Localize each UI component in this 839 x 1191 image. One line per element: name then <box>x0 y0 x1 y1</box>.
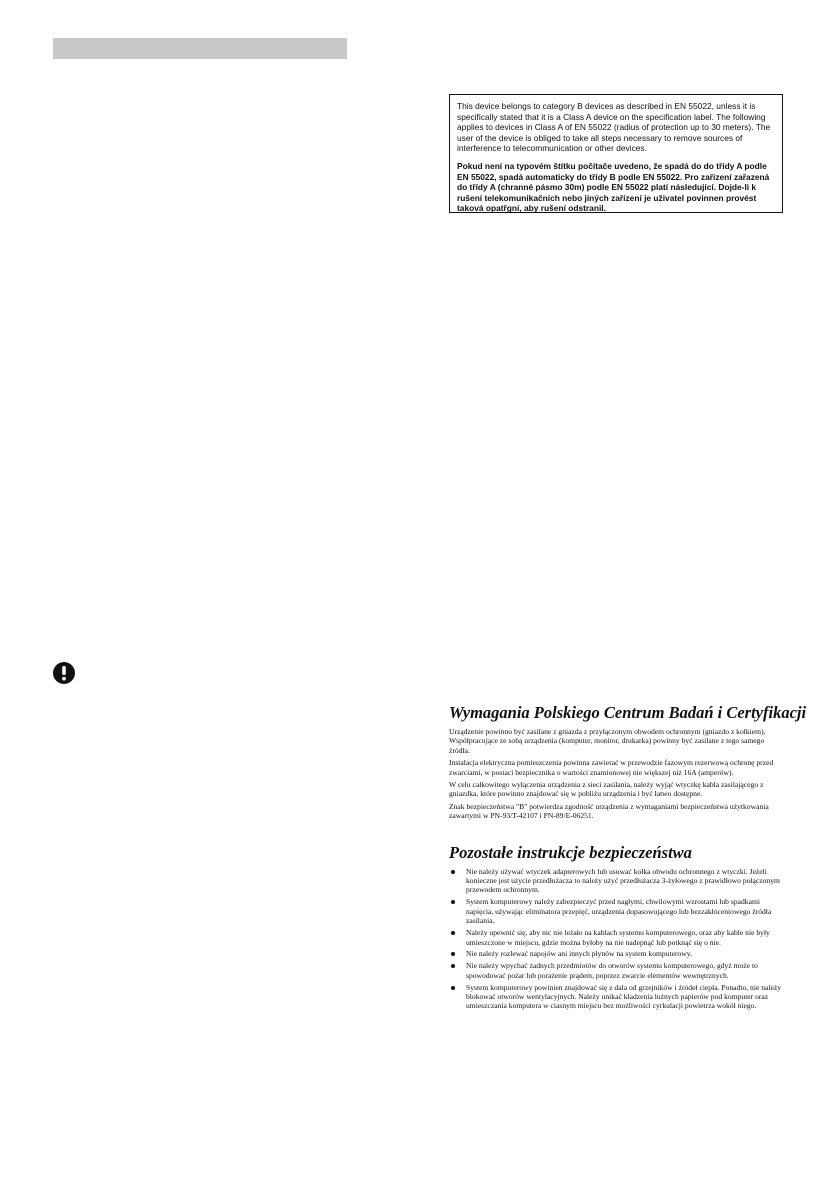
polish-requirements-paragraph: Urządzenie powinno być zasilane z gniazda z przyłączonym obwodem ochronnym (gniazdo z kołkiem). Współpracujące ze sobą urządzenia (komputer, monitor, drukarka) powinny być zasilane z tego samego źródła. <box>449 727 766 755</box>
list-item-text: System komputerowy należy zabezpieczyć przed nagłymi, chwilowymi wzrostami lub spadkami napięcia, używając eliminatora przepięć, urządzenia dopasowującego lub bezzakłóceniowego źródła zasilania. <box>466 897 772 926</box>
bullet-icon <box>451 986 455 990</box>
list-item <box>449 928 783 947</box>
polish-safety-section <box>449 703 807 1013</box>
list-item <box>449 983 783 1011</box>
emc-notice-english: This device belongs to category B devices as described in EN 55022, unless it is specifically stated that it is a Class A device on the specification label. The following applies to devices in Class A of EN 55022 (radius of protection up to 30 meters). The user of the device is obliged to take all steps necessary to remove sources of interference to telecommunication or other devices. <box>457 101 771 154</box>
list-item <box>449 949 783 958</box>
bullet-icon <box>451 964 455 968</box>
list-item-text: Nie należy używać wtyczek adapterowych lub usuwać kołka obwodu ochronnego z wtyczki. Jeżeli konieczne jest użycie przedłużacza to należy użyć przedłużacza 3-żyłowego z prawidłowo połączonym przewodem ochronnym. <box>466 866 780 895</box>
polish-requirements-paragraph: Instalacja elektryczna pomieszczenia powinna zawierać w przewodzie fazowym rezerwową ochronę przed zwarciami, w postaci bezpiecznika o wartości znamionowej nie większej niż 16A (amperów). <box>449 758 774 777</box>
bullet-icon <box>451 870 455 874</box>
polish-requirements-paragraph: Znak bezpieczeństwa "B" potwierdza zgodność urządzenia z wymaganiami bezpieczeństwa użytkowania zawartymi w PN-93/T-42107 i PN-89/E-06251. <box>449 801 769 821</box>
emc-notice-box <box>449 94 783 213</box>
list-item <box>449 897 783 925</box>
list-item-text: Nie należy wpychać żadnych przedmiotów do otworów systemu komputerowego, gdyż może to spowodować pożar lub porażenie prądem, poprzez zwarcie elementów wewnętrznych. <box>466 961 758 980</box>
list-item-text: System komputerowy powinien znajdować się z dala od grzejników i źródeł ciepła. Ponadto, nie należy blokować otworów wentylacyjnych. Należy unikać kładzenia luźnych papierów pod komputer oraz umieszczania komputera w ciasnym miejscu bez możliwości cyrkulacji powietrza wokół niego. <box>466 982 782 1011</box>
bullet-icon <box>451 900 455 904</box>
exclamation-circle-icon <box>53 662 75 684</box>
list-item-text: Należy upewnić się, aby nic nie leżało na kablach systemu komputerowego, oraz aby kable nie były umieszczone w miejscu, gdzie można byłoby na nie nadepnąć lub potknąć się o nie. <box>466 928 770 947</box>
list-item <box>449 961 783 980</box>
bullet-icon <box>451 952 455 956</box>
bullet-icon <box>451 931 455 935</box>
list-item-text: Nie należy rozlewać napojów ani innych płynów na system komputerowy. <box>466 949 692 959</box>
other-instructions-list <box>449 867 783 1011</box>
polish-requirements-paragraph: W celu całkowitego wyłączenia urządzenia z sieci zasilania, należy wyjąć wtyczkę kabla zasilającego z gniazdka, które powinno znajdować się w pobliżu urządzenia i być łatwo dostępne. <box>449 780 764 799</box>
list-item <box>449 867 783 895</box>
polish-requirements-heading: Wymagania Polskiego Centrum Badań i Certyfikacji <box>449 703 807 722</box>
section-header-bar <box>53 38 347 59</box>
other-instructions-heading: Pozostałe instrukcje bezpieczeństwa <box>449 842 692 862</box>
emc-notice-czech: Pokud není na typovém štítku počítače uvedeno, že spadá do do třídy A podle EN 55022, spadá automaticky do třídy B podle EN 55022. Pro zařízení zařazená do třídy A (chranné pásmo 30m) podle EN 55022 platí následující. Dojde-li k rušení telekomunikačních nebo jiných zařízení je uživatel povinnen provést taková opatřgní, aby rušení odstranil. <box>457 160 770 214</box>
